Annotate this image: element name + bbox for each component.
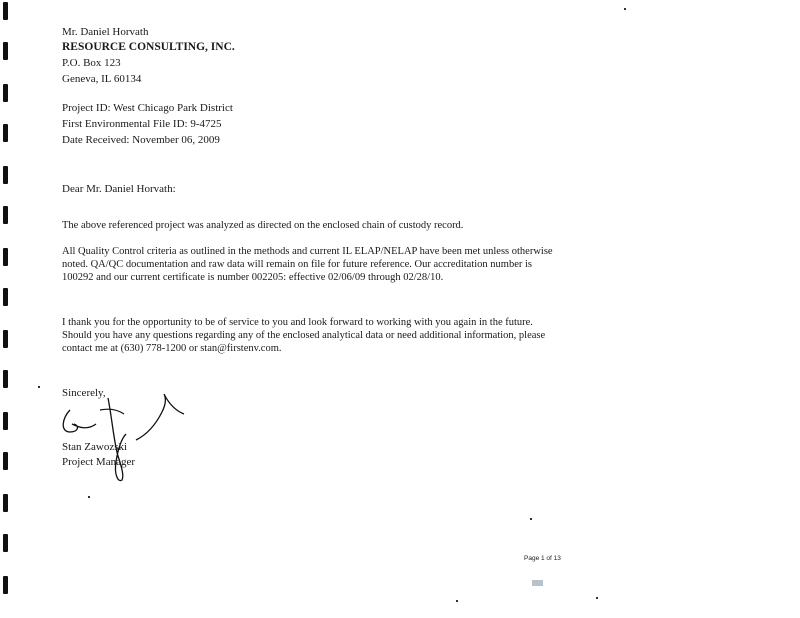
file-id: First Environmental File ID: 9-4725 xyxy=(62,118,222,130)
signer-name: Stan Zawozski xyxy=(62,441,128,453)
recipient-name: Mr. Daniel Horvath xyxy=(62,26,149,38)
recipient-company: RESOURCE CONSULTING, INC. xyxy=(62,41,235,53)
paragraph-quality-control: All Quality Control criteria as outlined in the methods and current IL ELAP/NELAP have been met unless otherwise noted. QA/QC documentation and raw data will remain on file for future reference. Our accreditation number is 100292 and our current certificate is number 002205: effective 02/06/09 through 02/28/10. xyxy=(62,246,553,283)
project-id: Project ID: West Chicago Park District xyxy=(62,102,233,114)
scan-stamp-mark xyxy=(532,580,543,586)
closing: Sincerely, xyxy=(62,387,106,399)
paragraph-closing-remarks: I thank you for the opportunity to be of service to you and look forward to working with you again in the future. Should you have any questions regarding any of the enclosed analytical data or need additional information, please contact me at (630) 778-1200 or stan@firstenv.com. xyxy=(62,317,546,354)
signer-title: Project Manager xyxy=(62,456,135,468)
recipient-address-line2: Geneva, IL 60134 xyxy=(62,73,142,85)
paragraph-analysis: The above referenced project was analyzed as directed on the enclosed chain of custody record. xyxy=(62,220,464,231)
salutation: Dear Mr. Daniel Horvath: xyxy=(62,183,176,195)
recipient-address-line1: P.O. Box 123 xyxy=(62,57,121,69)
handwritten-signature xyxy=(52,388,192,488)
page-number: Page 1 of 13 xyxy=(524,555,561,562)
date-received: Date Received: November 06, 2009 xyxy=(62,134,220,146)
binder-hole-marks xyxy=(3,0,11,618)
